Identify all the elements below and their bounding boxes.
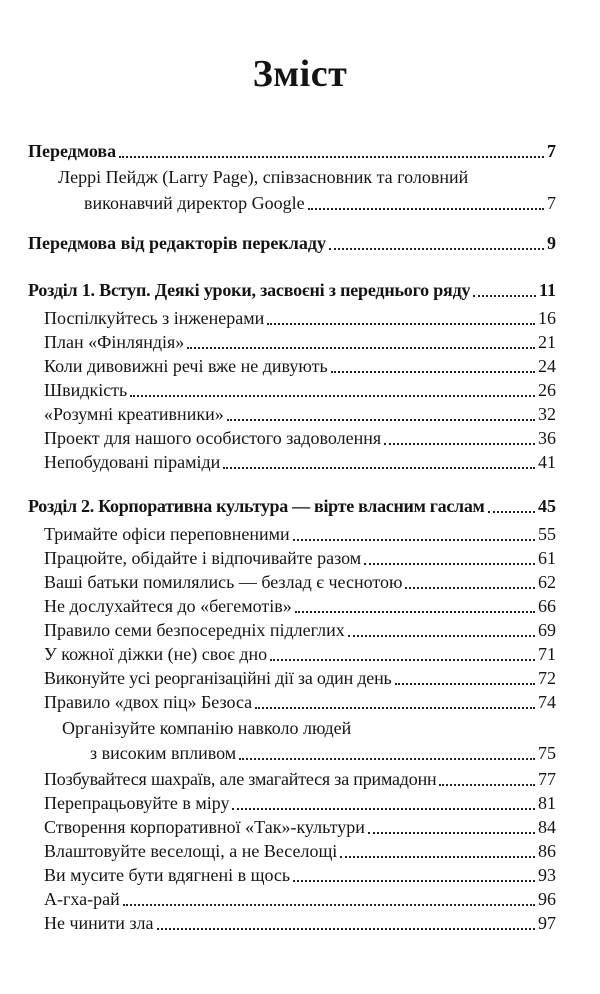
toc-entry-label: виконавчий директор Google (84, 193, 305, 213)
leader-dots (405, 583, 535, 589)
leader-dots (223, 463, 535, 469)
toc-entry[interactable] (0, 306, 600, 330)
leader-dots (119, 152, 544, 158)
toc-entry-label: Ви мусите бути вдягнені в щось (44, 865, 291, 885)
toc-entry-page: 66 (538, 596, 556, 616)
toc-entry-label: Виконуйте усі реорганізаційні дії за один день (44, 668, 392, 688)
toc-entry-larry-line1[interactable]: Леррі Пейдж (Larry Page), співзасновник та головний (58, 167, 469, 187)
leader-dots (227, 415, 535, 421)
leader-dots (255, 703, 535, 709)
toc-entry-page: 72 (538, 668, 556, 688)
toc-entry-page: 55 (538, 524, 556, 544)
page-title: Зміст (252, 53, 348, 95)
toc-entry-larry[interactable] (0, 191, 600, 215)
toc-entry[interactable] (0, 642, 600, 666)
leader-dots (308, 204, 544, 210)
leader-dots (368, 828, 535, 834)
toc-entry[interactable] (0, 354, 600, 378)
toc-entry-translator-preface[interactable] (0, 231, 600, 255)
toc-entry-page: 9 (547, 233, 556, 253)
toc-entry-page: 7 (547, 141, 556, 161)
toc-entry[interactable] (0, 618, 600, 642)
toc-entry-label: Передмова від редакторів перекладу (28, 233, 326, 253)
toc-entry-label: Створення корпоративної «Так»-культури (44, 817, 365, 837)
toc-entry-page: 45 (538, 496, 556, 516)
toc-entry-label: Не чинити зла (44, 913, 154, 933)
toc-entry[interactable] (0, 546, 600, 570)
toc-entry[interactable] (0, 690, 600, 714)
toc-entry[interactable] (0, 594, 600, 618)
toc-entry-page: 41 (538, 452, 556, 472)
toc-entry-label: Передмова (28, 141, 117, 161)
toc-entry[interactable] (0, 911, 600, 935)
leader-dots (348, 631, 535, 637)
toc-entry-label: У кожної діжки (не) своє дно (44, 644, 268, 664)
toc-entry-label: «Розумні креативники» (44, 404, 224, 424)
toc-entry-page: 62 (538, 572, 556, 592)
toc-entry-page: 71 (538, 644, 556, 664)
toc-entry-label: Перепрацьовуйте в міру (44, 793, 230, 813)
toc-entry-label: План «Фінляндія» (44, 332, 185, 352)
leader-dots (293, 535, 535, 541)
toc-entry-page: 61 (538, 548, 556, 568)
toc-entry[interactable] (0, 570, 600, 594)
leader-dots (123, 900, 535, 906)
toc-entry-page: 84 (538, 817, 556, 837)
toc-entry[interactable] (0, 791, 600, 815)
leader-dots (364, 559, 535, 565)
toc-entry-page: 11 (538, 280, 556, 300)
toc-entry-label: Не дослухайтеся до «бегемотів» (44, 596, 292, 616)
leader-dots (295, 607, 535, 613)
toc-entry-organize[interactable] (0, 741, 600, 765)
toc-entry[interactable] (0, 863, 600, 887)
toc-entry-preface[interactable] (0, 139, 600, 163)
leader-dots (157, 924, 535, 930)
leader-dots (331, 367, 535, 373)
leader-dots (395, 679, 535, 685)
toc-entry-label: Влаштовуйте веселощі, а не Веселощі (44, 841, 338, 861)
leader-dots (267, 319, 535, 325)
toc-entry-label: Працюйте, обідайте і відпочивайте разом (44, 548, 362, 568)
leader-dots (473, 291, 536, 297)
toc-entry[interactable] (0, 378, 600, 402)
toc-entry[interactable] (0, 450, 600, 474)
toc-chapter-2[interactable] (0, 494, 600, 518)
leader-dots (293, 876, 535, 882)
toc-entry[interactable] (0, 330, 600, 354)
toc-entry-page: 16 (538, 308, 556, 328)
toc-entry-label: Коли дивовижні речі вже не дивують (44, 356, 328, 376)
toc-entry-page: 36 (538, 428, 556, 448)
toc-entry-page: 7 (547, 193, 556, 213)
toc-entry-page: 69 (538, 620, 556, 640)
toc-entry-label: Правило семи безпосередніх підлеглих (44, 620, 345, 640)
toc-entry-label: Проект для нашого особистого задоволення (44, 428, 382, 448)
toc-entry-organize-line1[interactable]: Організуйте компанію навколо людей (62, 718, 352, 738)
toc-entry-page: 32 (538, 404, 556, 424)
leader-dots (488, 507, 536, 513)
leader-dots (384, 439, 535, 445)
leader-dots (130, 391, 535, 397)
toc-entry-page: 96 (538, 889, 556, 909)
toc-entry-label: Тримайте офіси переповненими (44, 524, 290, 544)
toc-entry-label: Поспілкуйтесь з інженерами (44, 308, 265, 328)
toc-entry-label: з високим впливом (90, 743, 237, 763)
toc-entry[interactable] (0, 402, 600, 426)
toc-entry[interactable] (0, 887, 600, 911)
toc-entry-page: 81 (538, 793, 556, 813)
toc-entry[interactable] (0, 426, 600, 450)
toc-entry[interactable] (0, 522, 600, 546)
toc-entry-label: Непобудовані піраміди (44, 452, 221, 472)
toc-entry-label: Правило «двох піц» Безоса (44, 692, 253, 712)
toc-entry-page: 86 (538, 841, 556, 861)
leader-dots (340, 852, 535, 858)
toc-entry[interactable] (0, 767, 600, 791)
toc-entry-label: А-гха-рай (44, 889, 120, 909)
toc-entry-label: Позбувайтеся шахраїв, але змагайтеся за примадонн (44, 769, 437, 789)
leader-dots (239, 754, 535, 760)
leader-dots (187, 343, 535, 349)
leader-dots (270, 655, 535, 661)
toc-entry[interactable] (0, 815, 600, 839)
toc-entry-page: 97 (538, 913, 556, 933)
toc-entry-page: 77 (538, 769, 556, 789)
toc-chapter-1[interactable] (0, 278, 600, 302)
leader-dots (439, 780, 535, 786)
toc-entry-page: 74 (538, 692, 556, 712)
toc-entry-label: Ваші батьки помилялись — безлад є чеснотою (44, 572, 403, 592)
toc-entry[interactable] (0, 666, 600, 690)
toc-entry-page: 26 (538, 380, 556, 400)
toc-entry-page: 24 (538, 356, 556, 376)
toc-entry-page: 75 (538, 743, 556, 763)
toc-entry-label: Розділ 1. Вступ. Деякі уроки, засвоєні з переднього ряду (28, 280, 471, 300)
toc-entry-page: 21 (538, 332, 556, 352)
leader-dots (329, 244, 544, 250)
toc-entry[interactable] (0, 839, 600, 863)
toc-entry-label: Розділ 2. Корпоративна культура — вірте власним гаслам (28, 496, 485, 516)
leader-dots (232, 804, 535, 810)
toc-entry-page: 93 (538, 865, 556, 885)
toc-entry-label: Швидкість (44, 380, 128, 400)
